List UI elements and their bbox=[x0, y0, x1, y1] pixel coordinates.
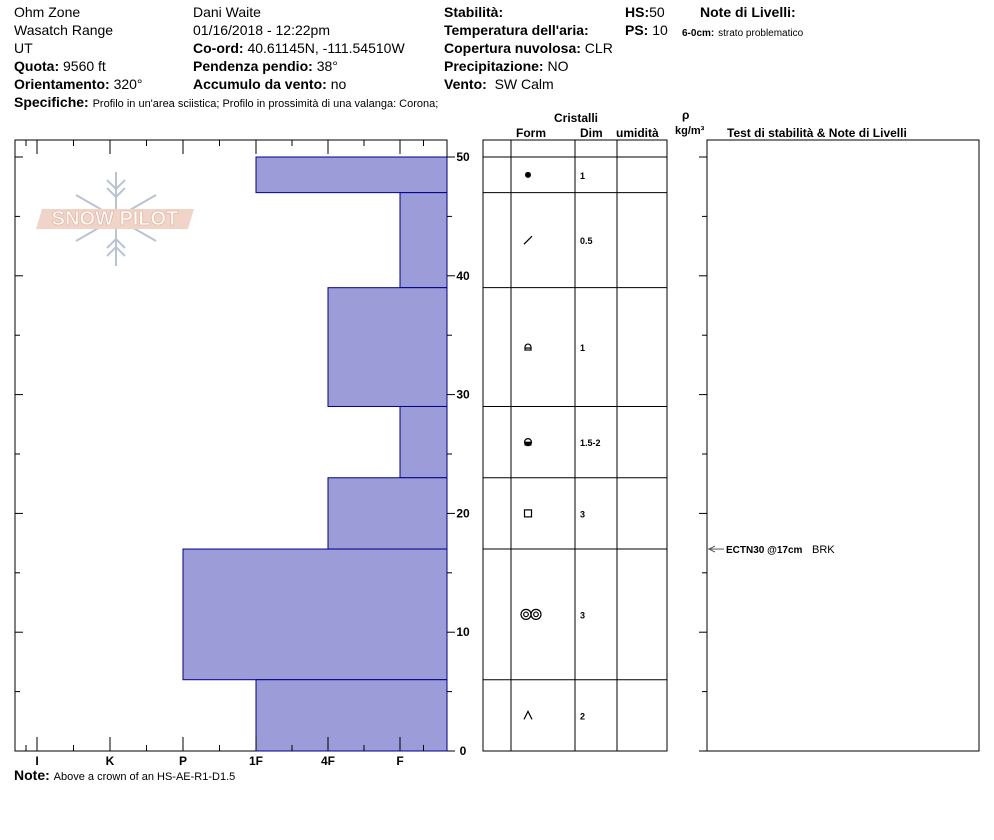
layer-dim-3: 1.5-2 bbox=[580, 438, 601, 449]
elevation-label: Quota: bbox=[14, 58, 60, 74]
mixed-forms-icon bbox=[525, 344, 531, 350]
specifics-value: Profilo in un'area sciistica; Profilo in prossimità di una valanga: Corona; bbox=[92, 98, 439, 110]
tests-frame bbox=[707, 140, 979, 751]
y-tick-label-10: 10 bbox=[456, 625, 470, 640]
layer-dim-5: 3 bbox=[580, 610, 586, 621]
crystals-header: Cristalli bbox=[554, 111, 599, 125]
layer-dim-0: 1 bbox=[580, 170, 586, 181]
observer: Dani Waite bbox=[193, 4, 261, 20]
wind-label: Vento: bbox=[444, 76, 487, 92]
state: UT bbox=[14, 40, 33, 56]
y-tick-label-20: 20 bbox=[456, 506, 470, 521]
stability-test-0 bbox=[708, 544, 835, 556]
note-text: Above a crown of an HS-AE-R1-D1.5 bbox=[53, 771, 236, 783]
slope-value: 38° bbox=[316, 58, 338, 74]
wind-loading-label: Accumulo da vento: bbox=[193, 76, 327, 92]
range: Wasatch Range bbox=[14, 22, 114, 38]
aspect-value: 320° bbox=[113, 76, 143, 92]
hardness-bar-4 bbox=[328, 478, 447, 549]
hs-value: 50 bbox=[649, 4, 665, 20]
faceted-crystals-icon bbox=[525, 510, 532, 517]
hs-label: HS: bbox=[625, 4, 650, 20]
air-temp-label: Temperatura dell'aria: bbox=[444, 22, 589, 38]
precip-value: NO bbox=[547, 58, 569, 74]
ps-value: 10 bbox=[652, 22, 668, 38]
snowpilot-logo bbox=[36, 172, 194, 266]
coord-label: Co-ord: bbox=[193, 40, 244, 56]
wind-value: SW Calm bbox=[494, 76, 554, 92]
layer-dim-2: 1 bbox=[580, 343, 586, 354]
rounding-facets-icon bbox=[525, 439, 532, 446]
layer-table bbox=[483, 157, 835, 721]
wind-loading-value: no bbox=[330, 76, 347, 92]
test-result: BRK bbox=[812, 544, 835, 557]
hardness-bars bbox=[183, 157, 447, 751]
x-tick-label-P: P bbox=[178, 754, 188, 768]
datetime: 01/16/2018 - 12:22pm bbox=[193, 22, 330, 38]
hardness-bar-0 bbox=[256, 157, 447, 193]
layer-note-depth: 6-0cm: bbox=[682, 28, 715, 39]
x-tick-label-1F: 1F bbox=[248, 754, 264, 768]
density-unit-header: kg/m³ bbox=[675, 125, 705, 137]
dim-header: Dim bbox=[580, 126, 603, 140]
hardness-bar-3 bbox=[400, 406, 447, 477]
tests-header: Test di stabilità & Note di Livelli bbox=[727, 126, 907, 140]
hardness-bar-1 bbox=[400, 193, 447, 288]
hardness-bar-2 bbox=[328, 288, 447, 407]
moisture-header: umidità bbox=[616, 126, 659, 140]
x-tick-label-I: I bbox=[35, 754, 39, 768]
snowpilot-logo-text: SNOW PILOT bbox=[51, 208, 179, 230]
x-tick-label-F: F bbox=[396, 754, 404, 768]
y-tick-label-30: 30 bbox=[456, 387, 470, 402]
y-tick-label-50: 50 bbox=[456, 150, 470, 164]
x-tick-label-K: K bbox=[105, 754, 115, 768]
hardness-bar-5 bbox=[183, 549, 447, 680]
cloud-value: CLR bbox=[584, 40, 613, 56]
layer-dim-6: 2 bbox=[580, 711, 586, 722]
form-header: Form bbox=[516, 126, 546, 140]
elevation-value: 9560 ft bbox=[63, 58, 106, 74]
layer-note-text: strato problematico bbox=[718, 28, 804, 39]
layer-notes-label: Note di Livelli: bbox=[700, 4, 796, 20]
test-label: ECTN30 @17cm bbox=[726, 545, 803, 557]
y-tick-label-0: 0 bbox=[459, 744, 467, 758]
slope-label: Pendenza pendio: bbox=[193, 58, 313, 74]
aspect-label: Orientamento: bbox=[14, 76, 110, 92]
layer-dim-4: 3 bbox=[580, 509, 586, 520]
ps-label: PS: bbox=[625, 22, 649, 38]
layer-dim-1: 0.5 bbox=[580, 236, 593, 247]
cloud-label: Copertura nuvolosa: bbox=[444, 40, 581, 56]
x-tick-label-4F: 4F bbox=[320, 754, 336, 768]
note-label: Note: bbox=[14, 767, 50, 783]
stability-label: Stabilità: bbox=[444, 4, 504, 20]
hardness-bar-6 bbox=[256, 680, 447, 751]
specifics-label: Specifiche: bbox=[14, 94, 89, 110]
location: Ohm Zone bbox=[14, 4, 81, 20]
note bbox=[14, 767, 235, 786]
coord-value: 40.61145N, -111.54510W bbox=[247, 40, 405, 56]
depth-hoar-icon bbox=[524, 711, 532, 719]
precipitation-particles-icon bbox=[525, 172, 531, 178]
decomposing-fragments-icon bbox=[524, 236, 532, 244]
y-tick-label-40: 40 bbox=[456, 268, 470, 283]
melt-forms-icon bbox=[521, 609, 541, 619]
rho-header: ρ bbox=[682, 108, 690, 122]
precip-label: Precipitazione: bbox=[444, 58, 544, 74]
